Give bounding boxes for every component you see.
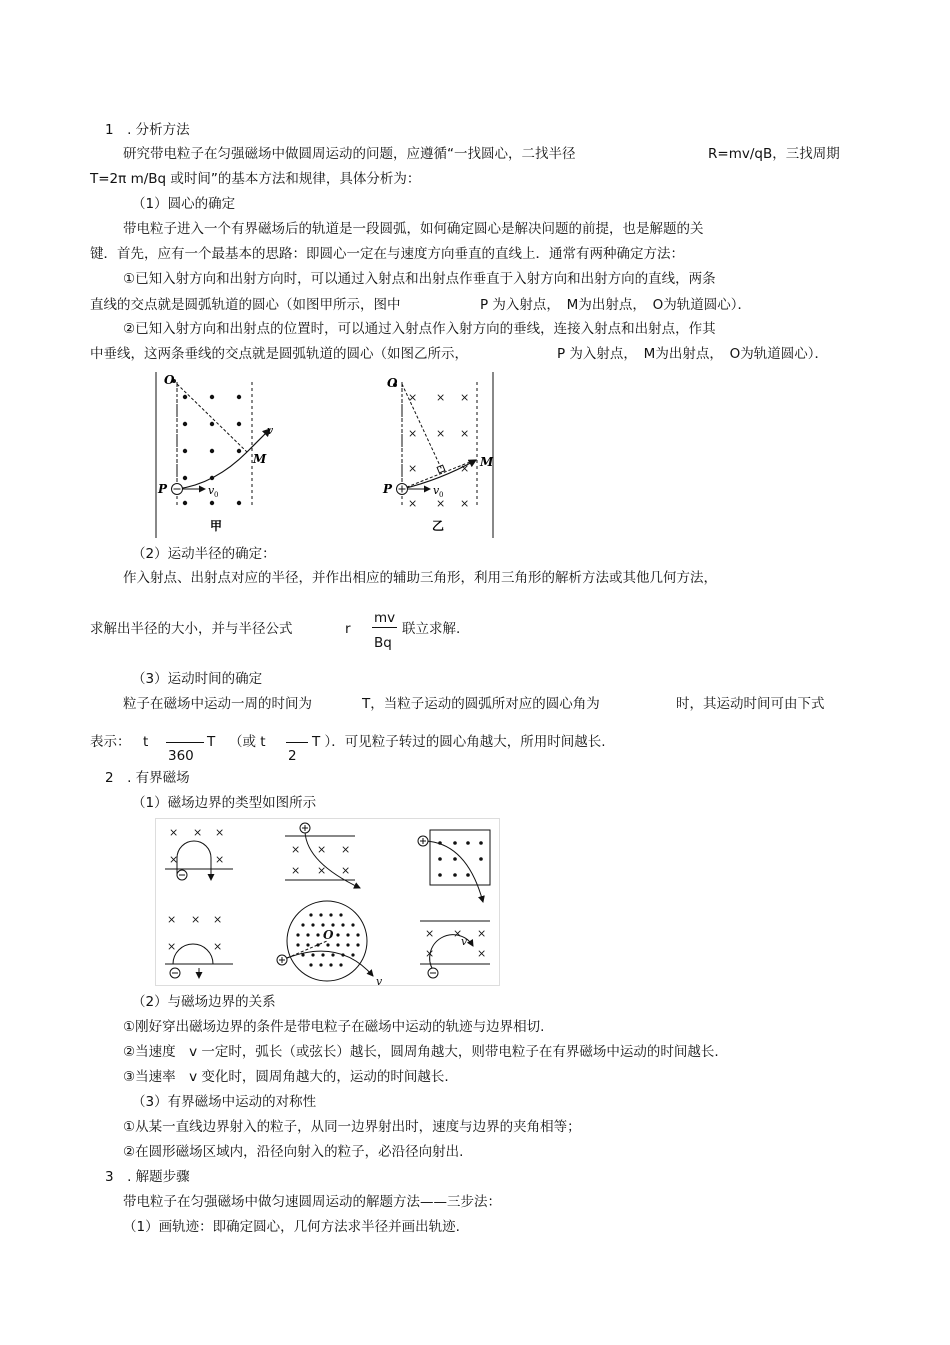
svg-text:×: × [341, 864, 351, 877]
svg-text:×: × [215, 853, 225, 866]
svg-text:×: × [477, 947, 487, 960]
paragraph-line: T，当粒子运动的圆弧所对应的圆心角为 [362, 696, 600, 712]
subheading: （3）有界磁场中运动的对称性 [132, 1094, 317, 1110]
svg-text:×: × [291, 864, 301, 877]
paragraph-line: （1）画轨迹：即确定圆心，几何方法求半径并画出轨迹. [123, 1219, 460, 1235]
paragraph-line: 研究带电粒子在匀强磁场中做圆周运动的问题，应遵循“一找圆心，二找半径 [123, 146, 576, 162]
svg-text:×: × [408, 427, 418, 440]
svg-text:×: × [167, 913, 177, 926]
formula-or: （或 t [229, 734, 266, 750]
fraction-bar [286, 742, 308, 743]
panel-strip-boundary [285, 823, 360, 888]
figure-jia [155, 372, 275, 538]
svg-text:×: × [425, 947, 435, 960]
label-v: v [461, 935, 468, 948]
svg-text:×: × [191, 913, 201, 926]
paragraph-line: ②在圆形磁场区域内，沿径向射入的粒子，必沿径向射出. [123, 1144, 464, 1160]
paragraph-line: 粒子在磁场中运动一周的时间为 [123, 696, 312, 712]
fraction-bar [166, 742, 204, 743]
fraction-numerator: mv [374, 610, 396, 626]
svg-text:×: × [460, 427, 470, 440]
paragraph-line: ①刚好穿出磁场边界的条件是带电粒子在磁场中运动的轨迹与边界相切. [123, 1019, 545, 1035]
fraction-denominator: 360 [168, 748, 194, 764]
paragraph-line: 作入射点、出射点对应的半径，并作出相应的辅助三角形，利用三角形的解析方法或其他几何方法， [123, 570, 717, 586]
paragraph-line: T ）．可见粒子转过的圆心角越大，所用时间越长. [312, 734, 606, 750]
figure-boundary-types [155, 818, 500, 986]
label-v: v [267, 424, 274, 437]
figure-yi [380, 372, 495, 538]
label-o: O [164, 373, 175, 387]
right-angle-mark [437, 465, 445, 473]
svg-text:×: × [193, 826, 203, 839]
section-1-title: 1 . 分析方法 [105, 122, 190, 138]
svg-text:×: × [317, 864, 327, 877]
panel-circle-boundary [277, 901, 383, 986]
formula-var-r: r [345, 621, 351, 637]
subheading: （1）磁场边界的类型如图所示 [132, 795, 317, 811]
paragraph-line: ③当速率 v 变化时，圆周角越大的，运动的时间越长. [123, 1069, 449, 1085]
panel-square-boundary [418, 830, 490, 902]
paragraph-line: P 为入射点， M为出射点， O为轨道圆心）． [557, 346, 828, 362]
paragraph-line: ②已知入射方向和出射点的位置时，可以通过入射点作入射方向的垂线，连接入射点和出射点，作其 [123, 321, 716, 337]
subheading: （2）与磁场边界的关系 [132, 994, 276, 1010]
svg-text:×: × [408, 391, 418, 404]
subheading: （1）圆心的确定 [132, 196, 236, 212]
svg-text:×: × [408, 462, 418, 475]
panel-line-boundary-1 [165, 826, 233, 880]
svg-text:×: × [169, 853, 179, 866]
label-o: O [387, 376, 398, 390]
paragraph-line: 表示： [90, 734, 131, 750]
label-o: O [323, 928, 334, 942]
label-p: P [158, 482, 168, 496]
svg-text:×: × [341, 843, 351, 856]
fraction-denominator: Bq [374, 635, 392, 651]
svg-text:×: × [460, 462, 470, 475]
paragraph-line: P 为入射点， M为出射点， O为轨道圆心）． [480, 297, 751, 313]
paragraph-line: 键．首先，应有一个最基本的思路：即圆心一定在与速度方向垂直的直线上．通常有两种确定方法： [90, 246, 684, 262]
label-m: M [253, 452, 267, 466]
subheading: （3）运动时间的确定 [132, 671, 263, 687]
svg-text:×: × [408, 497, 418, 510]
paragraph-line: 中垂线，这两条垂线的交点就是圆弧轨道的圆心（如图乙所示， [90, 346, 468, 362]
label-v0-sub: 0 [439, 491, 444, 499]
paragraph-line: 求解出半径的大小，并与半径公式 [90, 621, 293, 637]
paragraph-line: T=2π m∕Bq 或时间”的基本方法和规律，具体分析为： [90, 171, 421, 187]
svg-text:×: × [460, 497, 470, 510]
svg-text:×: × [169, 826, 179, 839]
svg-text:×: × [460, 391, 470, 404]
panel-line-boundary-2 [165, 913, 233, 978]
paragraph-line: 联立求解. [402, 621, 461, 637]
svg-text:×: × [453, 927, 463, 940]
label-p: P [383, 482, 393, 496]
svg-text:×: × [436, 427, 446, 440]
label-v0: v [208, 484, 215, 497]
svg-text:×: × [213, 913, 223, 926]
svg-text:×: × [477, 927, 487, 940]
svg-text:×: × [436, 391, 446, 404]
paragraph-line: ②当速度 v 一定时，弧长（或弦长）越长，圆周角越大，则带电粒子在有界磁场中运动的时间越长. [123, 1044, 719, 1060]
radius-om [177, 384, 247, 452]
paragraph-line: 时，其运动时间可由下式 [676, 696, 825, 712]
caption-yi: 乙 [432, 519, 445, 533]
paragraph-line: 带电粒子进入一个有界磁场后的轨道是一段圆弧，如何确定圆心是解决问题的前提，也是解题的关 [123, 221, 704, 237]
subheading: （2）运动半径的确定： [132, 546, 276, 562]
label-v0-sub: 0 [214, 491, 219, 499]
paragraph-line: 带电粒子在匀强磁场中做匀速圆周运动的解题方法——三步法： [123, 1194, 501, 1210]
section-2-title: 2 . 有界磁场 [105, 770, 190, 786]
label-v0: v [433, 484, 440, 497]
svg-text:×: × [317, 843, 327, 856]
svg-text:×: × [215, 826, 225, 839]
fraction-denominator: 2 [288, 748, 297, 764]
formula-var-t: t [143, 734, 149, 750]
svg-text:×: × [436, 497, 446, 510]
section-3-title: 3 . 解题步骤 [105, 1169, 190, 1185]
paragraph-line: ①从某一直线边界射入的粒子，从同一边界射出时，速度与边界的夹角相等； [123, 1119, 581, 1135]
svg-text:×: × [167, 940, 177, 953]
svg-text:×: × [213, 940, 223, 953]
paragraph-line: 直线的交点就是圆弧轨道的圆心（如图甲所示，图中 [90, 297, 401, 313]
svg-text:×: × [425, 927, 435, 940]
svg-text:×: × [291, 843, 301, 856]
label-m: M [480, 455, 494, 469]
formula-var-T: T [207, 734, 216, 750]
fraction-bar [372, 627, 397, 628]
label-v: v [376, 975, 383, 986]
paragraph-line: ①已知入射方向和出射方向时，可以通过入射点和出射点作垂直于入射方向和出射方向的直线，两条 [123, 271, 716, 287]
formula-radius: R=mv∕qB，三找周期 [708, 146, 840, 162]
panel-line-boundary-3 [420, 921, 490, 978]
caption-jia: 甲 [210, 519, 223, 533]
